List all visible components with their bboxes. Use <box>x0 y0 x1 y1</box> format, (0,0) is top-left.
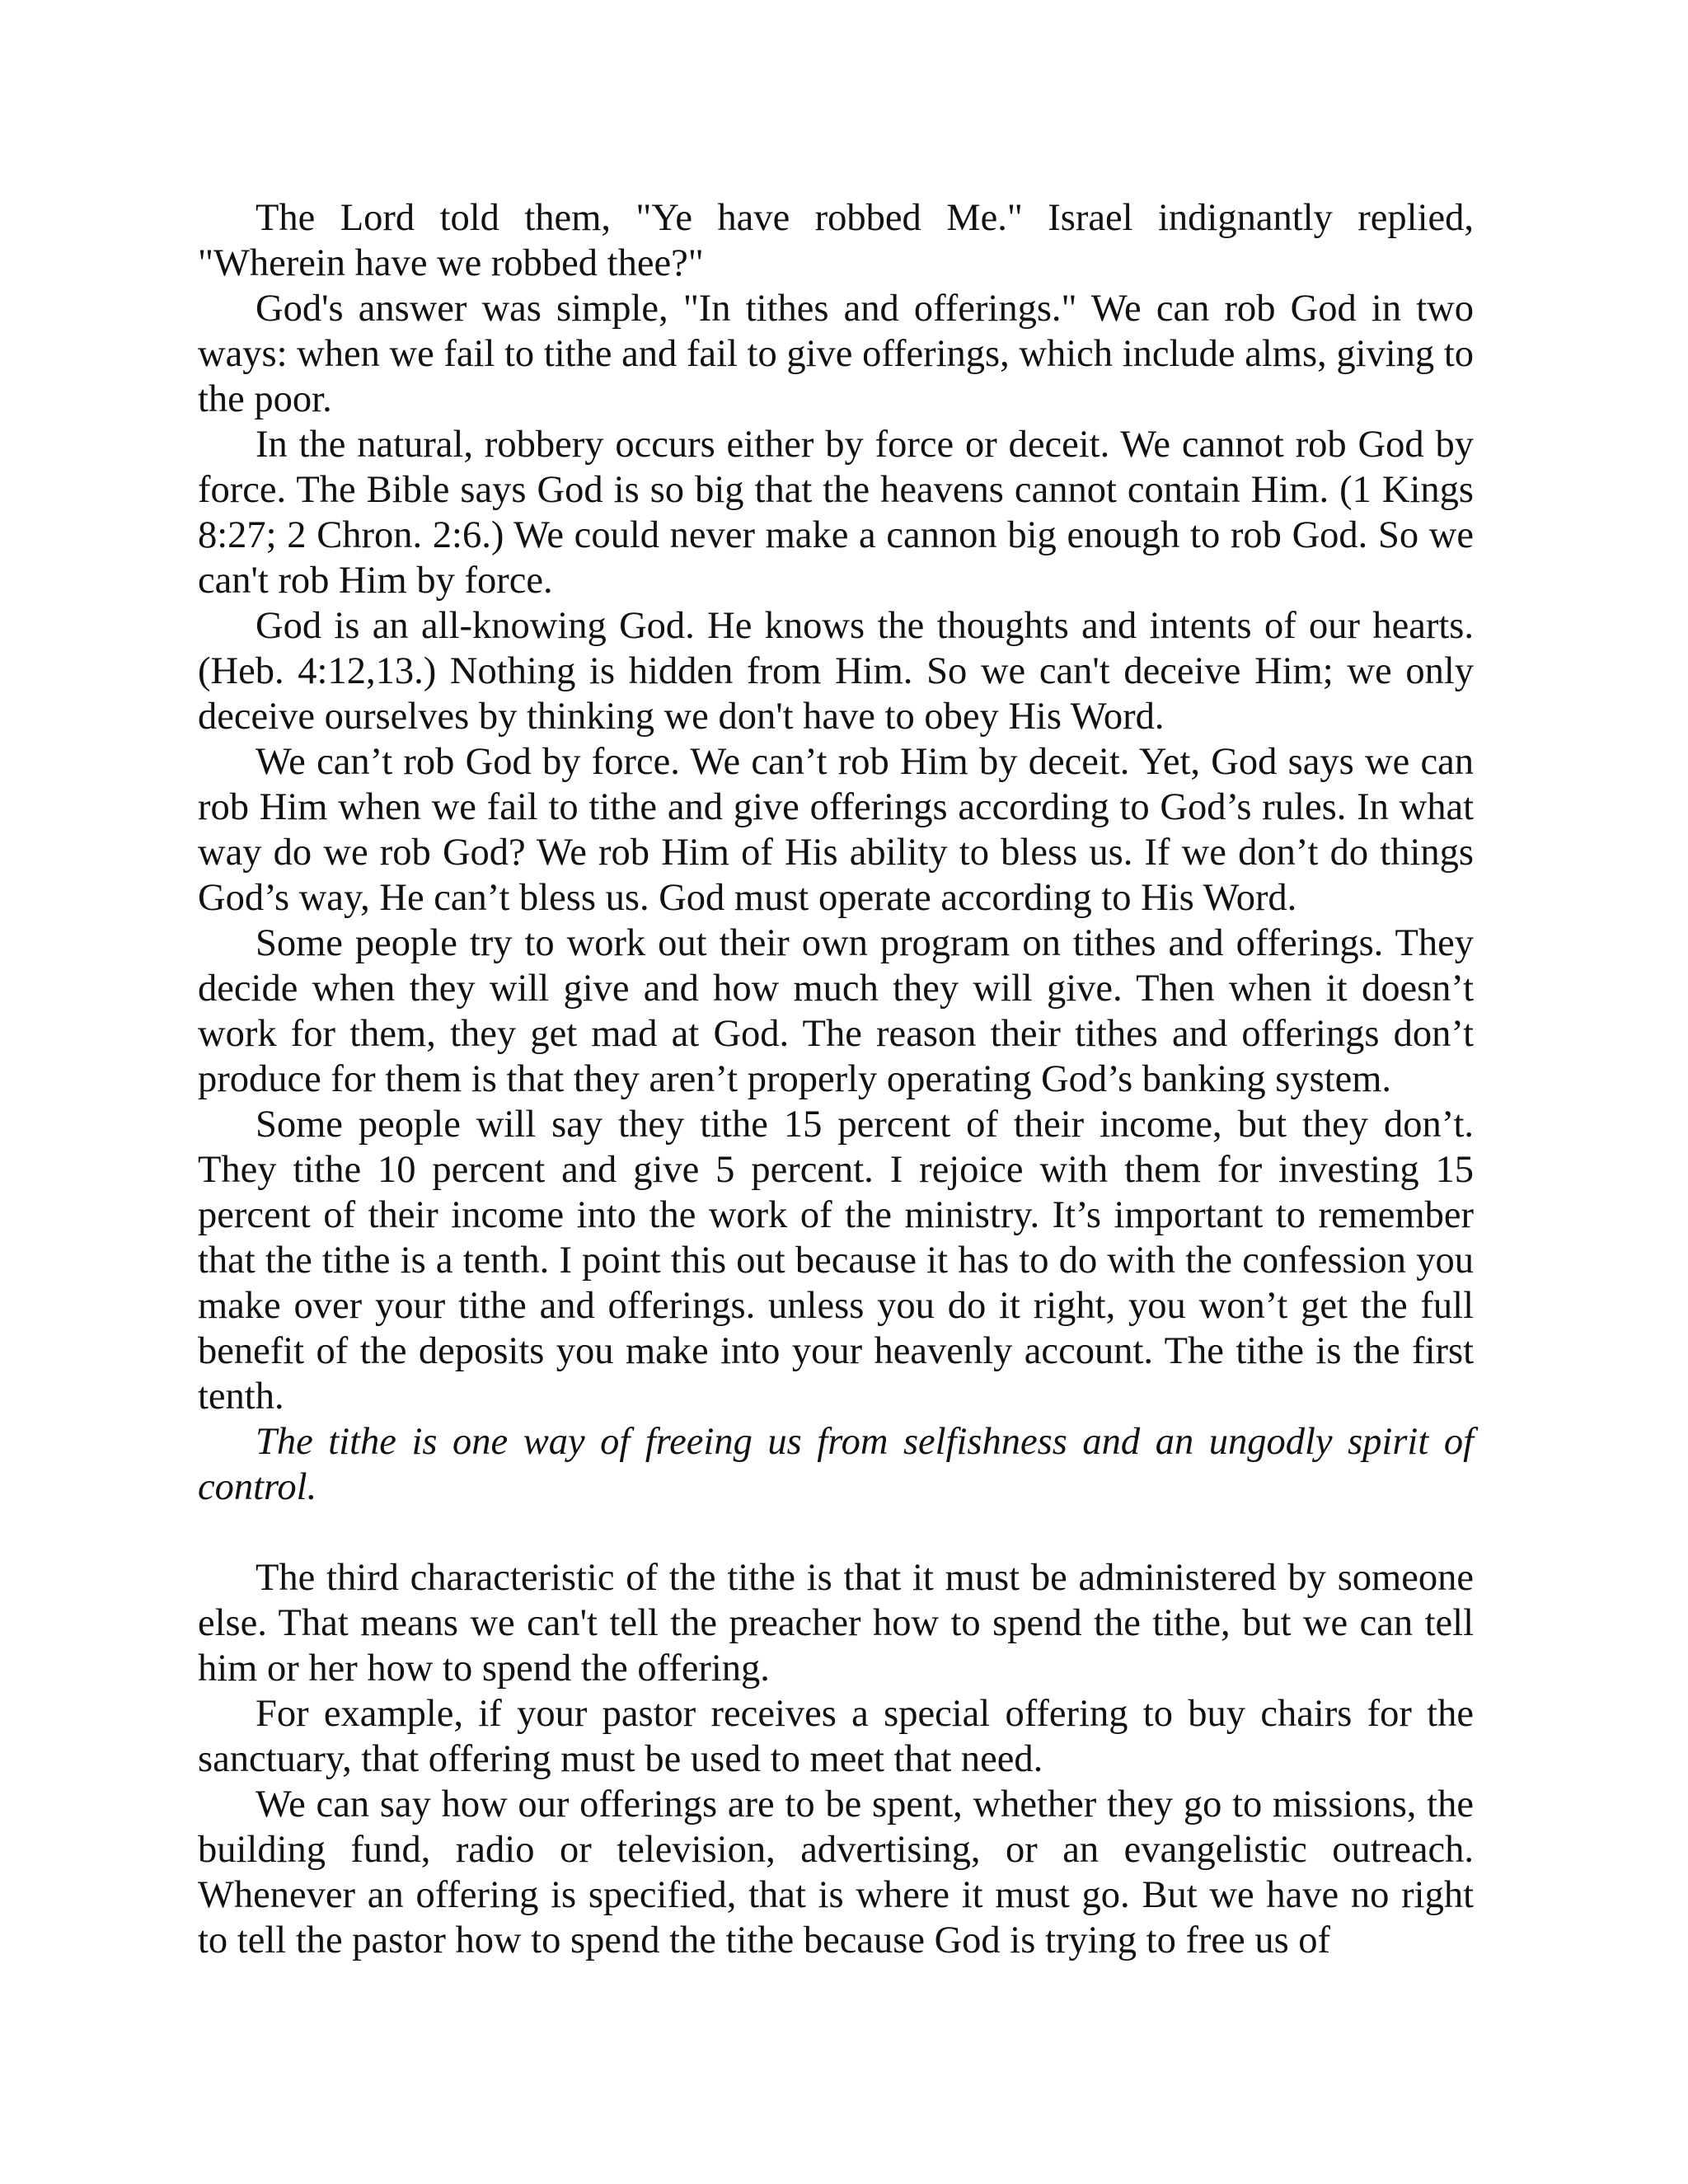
paragraph: We can say how our offerings are to be spent, whether they go to missions, the building fund, radio or television, advertising, or an evangelistic outreach. Whenever an offering is specified, that is where it must go. But we have no right to tell the pastor how to spend the tithe because God is trying to free us of <box>198 1783 1474 1961</box>
paragraph: For example, if your pastor receives a special offering to buy chairs for the sanctuary, that offering must be used to meet that need. <box>198 1693 1474 1780</box>
paragraph: The third characteristic of the tithe is that it must be administered by someone else. That means we can't tell the preacher how to spend the tithe, but we can tell him or her how to spend the offering. <box>198 1557 1474 1690</box>
paragraph: God is an all-knowing God. He knows the thoughts and intents of our hearts. (Heb. 4:12,13.) Nothing is hidden from Him. So we can't deceive Him; we only deceive ourselves by thinking we don't have to obey His Word. <box>198 605 1474 738</box>
paragraph: God's answer was simple, "In tithes and offerings." We can rob God in two ways: when we fail to tithe and fail to give offerings, which include alms, giving to the poor. <box>198 288 1474 420</box>
paragraph: Some people will say they tithe 15 percent of their income, but they don’t. They tithe 10 percent and give 5 percent. I rejoice with them for investing 15 percent of their income into the work of the ministry. It’s important to remember that the tithe is a tenth. I point this out because it has to do with the confession you make over your tithe and offerings. unless you do it right, you won’t get the full benefit of the deposits you make into your heavenly account. The tithe is the first tenth. <box>198 1104 1474 1418</box>
section-gap <box>198 1510 1474 1555</box>
paragraph: We can’t rob God by force. We can’t rob Him by deceit. Yet, God says we can rob Him when we fail to tithe and give offerings according to God’s rules. In what way do we rob God? We rob Him of His ability to bless us. If we don’t do things God’s way, He can’t bless us. God must operate according to His Word. <box>198 741 1474 919</box>
paragraph: The Lord told them, "Ye have robbed Me." Israel indignantly replied, "Wherein have we robbed thee?" <box>198 197 1474 284</box>
paragraph: In the natural, robbery occurs either by force or deceit. We cannot rob God by force. The Bible says God is so big that the heavens cannot contain Him. (1 Kings 8:27; 2 Chron. 2:6.) We could never make a cannon big enough to rob God. So we can't rob Him by force. <box>198 424 1474 602</box>
document-page <box>198 195 1474 1963</box>
paragraph: Some people try to work out their own program on tithes and offerings. They decide when they will give and how much they will give. Then when it doesn’t work for them, they get mad at God. The reason their tithes and offerings don’t produce for them is that they aren’t properly operating God’s banking system. <box>198 922 1474 1100</box>
italic-statement: The tithe is one way of freeing us from selfishness and an ungodly spirit of control. <box>198 1421 1474 1508</box>
